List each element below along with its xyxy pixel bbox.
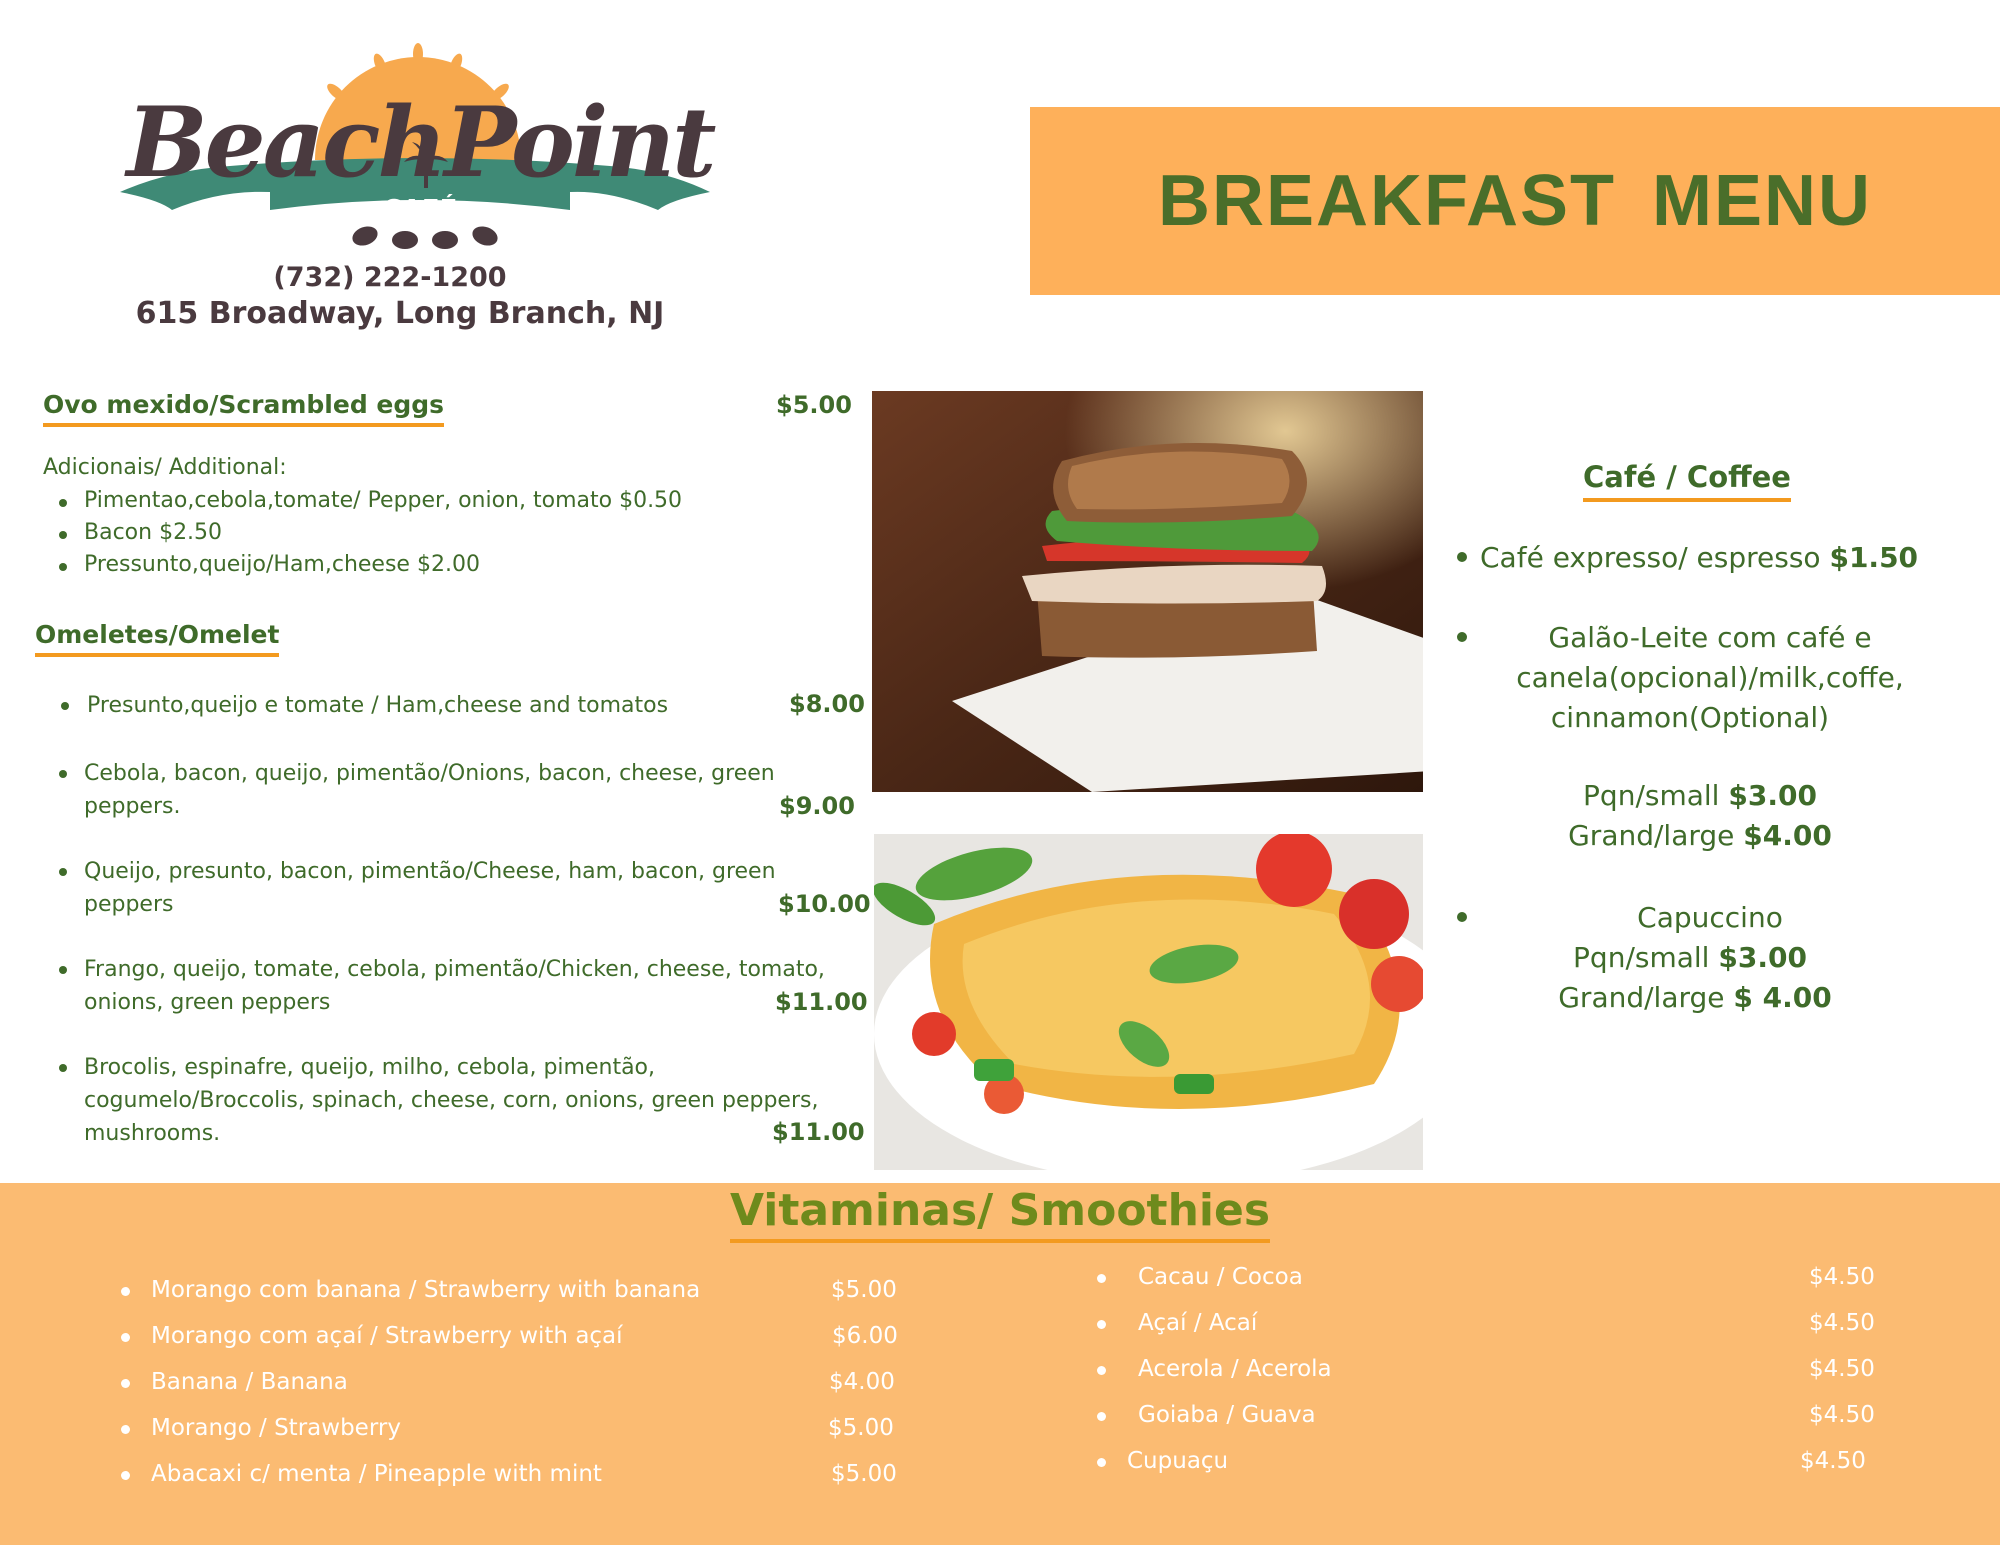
smoothie-price: $5.00 xyxy=(831,1461,897,1487)
bullet xyxy=(59,966,67,974)
omelet-price: $8.00 xyxy=(789,690,865,718)
bullet xyxy=(61,702,69,710)
phone-number: (732) 222-1200 xyxy=(273,262,507,293)
smoothie-name: Cupuaçu xyxy=(1127,1448,1229,1474)
menu-title: BREAKFAST MENU xyxy=(1157,161,1872,241)
smoothie-name: Açaí / Acaí xyxy=(1138,1310,1258,1336)
omelet-item: Brocolis, espinafre, queijo, milho, cebola, pimentão, cogumelo/Broccolis, spinach, cheese, corn, onions, green peppers, mushrooms. xyxy=(84,1055,819,1146)
additional-item: Bacon $2.50 xyxy=(84,520,223,545)
omelet-item: Cebola, bacon, queijo, pimentão/Onions, bacon, cheese, green peppers. xyxy=(84,761,775,819)
coffee-heading: Café / Coffee xyxy=(1583,460,1791,502)
smoothie-name: Banana / Banana xyxy=(151,1369,348,1395)
smoothie-price: $4.50 xyxy=(1809,1264,1875,1290)
omelets-heading: Omeletes/Omelet xyxy=(35,620,279,657)
omelet-item: Queijo, presunto, bacon, pimentão/Cheese, ham, bacon, green peppers xyxy=(84,859,776,917)
smoothie-price: $4.50 xyxy=(1809,1356,1875,1382)
bullet xyxy=(1097,1366,1106,1375)
bullet xyxy=(1457,552,1467,562)
smoothie-price: $5.00 xyxy=(831,1277,897,1303)
bullet xyxy=(1457,912,1467,922)
beach-point-cafe-logo xyxy=(110,40,720,270)
bullet xyxy=(1097,1320,1106,1329)
omelet-price: $10.00 xyxy=(778,890,871,918)
bullet xyxy=(59,499,67,507)
bullet xyxy=(1097,1274,1106,1283)
bullet xyxy=(59,868,67,876)
bullet xyxy=(121,1287,130,1296)
omelet-item: Frango, queijo, tomate, cebola, pimentão/Chicken, cheese, tomato, onions, green peppers xyxy=(84,957,825,1015)
bullet xyxy=(1097,1412,1106,1421)
scrambled-eggs-heading: Ovo mexido/Scrambled eggs xyxy=(43,390,444,427)
omelet-price: $9.00 xyxy=(779,792,855,820)
cappuccino-item: Capuccino Pqn/small $3.00 Grand/large $ 4.00 xyxy=(1558,901,1832,1014)
omelet-photo xyxy=(874,834,1423,1170)
bullet xyxy=(59,1064,67,1072)
bullet xyxy=(59,770,67,778)
bullet xyxy=(1097,1458,1106,1467)
omelet-price: $11.00 xyxy=(772,1118,865,1146)
svg-text:CAFÉ: CAFÉ xyxy=(382,195,458,225)
smoothie-price: $4.50 xyxy=(1809,1310,1875,1336)
smoothie-name: Abacaxi c/ menta / Pineapple with mint xyxy=(151,1461,602,1487)
additional-item: Pimentao,cebola,tomate/ Pepper, onion, tomato $0.50 xyxy=(84,488,683,513)
espresso-item: Café expresso/ espresso $1.50 xyxy=(1480,541,1919,574)
additional-item: Pressunto,queijo/Ham,cheese $2.00 xyxy=(84,552,480,577)
smoothie-name: Cacau / Cocoa xyxy=(1138,1264,1303,1290)
sandwich-photo xyxy=(872,391,1423,792)
smoothies-heading: Vitaminas/ Smoothies xyxy=(0,1183,2000,1243)
smoothie-name: Morango / Strawberry xyxy=(151,1415,401,1441)
smoothie-price: $6.00 xyxy=(832,1323,898,1349)
smoothie-price: $4.00 xyxy=(829,1369,895,1395)
smoothie-price: $5.00 xyxy=(828,1415,894,1441)
additional-label: Adicionais/ Additional: xyxy=(43,455,287,480)
smoothie-price: $4.50 xyxy=(1800,1448,1866,1474)
bullet xyxy=(121,1471,130,1480)
smoothie-name: Goiaba / Guava xyxy=(1138,1402,1316,1428)
omelet-item: Presunto,queijo e tomate / Ham,cheese and tomatos xyxy=(87,693,669,718)
smoothie-name: Morango com açaí / Strawberry with açaí xyxy=(151,1323,623,1349)
scrambled-eggs-price: $5.00 xyxy=(776,391,852,419)
svg-text:BeachPoint: BeachPoint xyxy=(126,86,714,199)
galao-item: Galão-Leite com café e canela(opcional)/milk,coffe, cinnamon(Optional) Pqn/small $3.00 Grand/large $4.00 xyxy=(1516,621,1904,852)
bullet xyxy=(59,531,67,539)
smoothie-name: Acerola / Acerola xyxy=(1138,1356,1332,1382)
bullet xyxy=(121,1425,130,1434)
smoothie-name: Morango com banana / Strawberry with banana xyxy=(151,1277,701,1303)
smoothie-price: $4.50 xyxy=(1809,1402,1875,1428)
bullet xyxy=(121,1333,130,1342)
omelet-price: $11.00 xyxy=(775,988,868,1016)
address: 615 Broadway, Long Branch, NJ xyxy=(135,296,665,331)
bullet xyxy=(121,1379,130,1388)
bullet xyxy=(59,563,67,571)
bullet xyxy=(1457,632,1467,642)
